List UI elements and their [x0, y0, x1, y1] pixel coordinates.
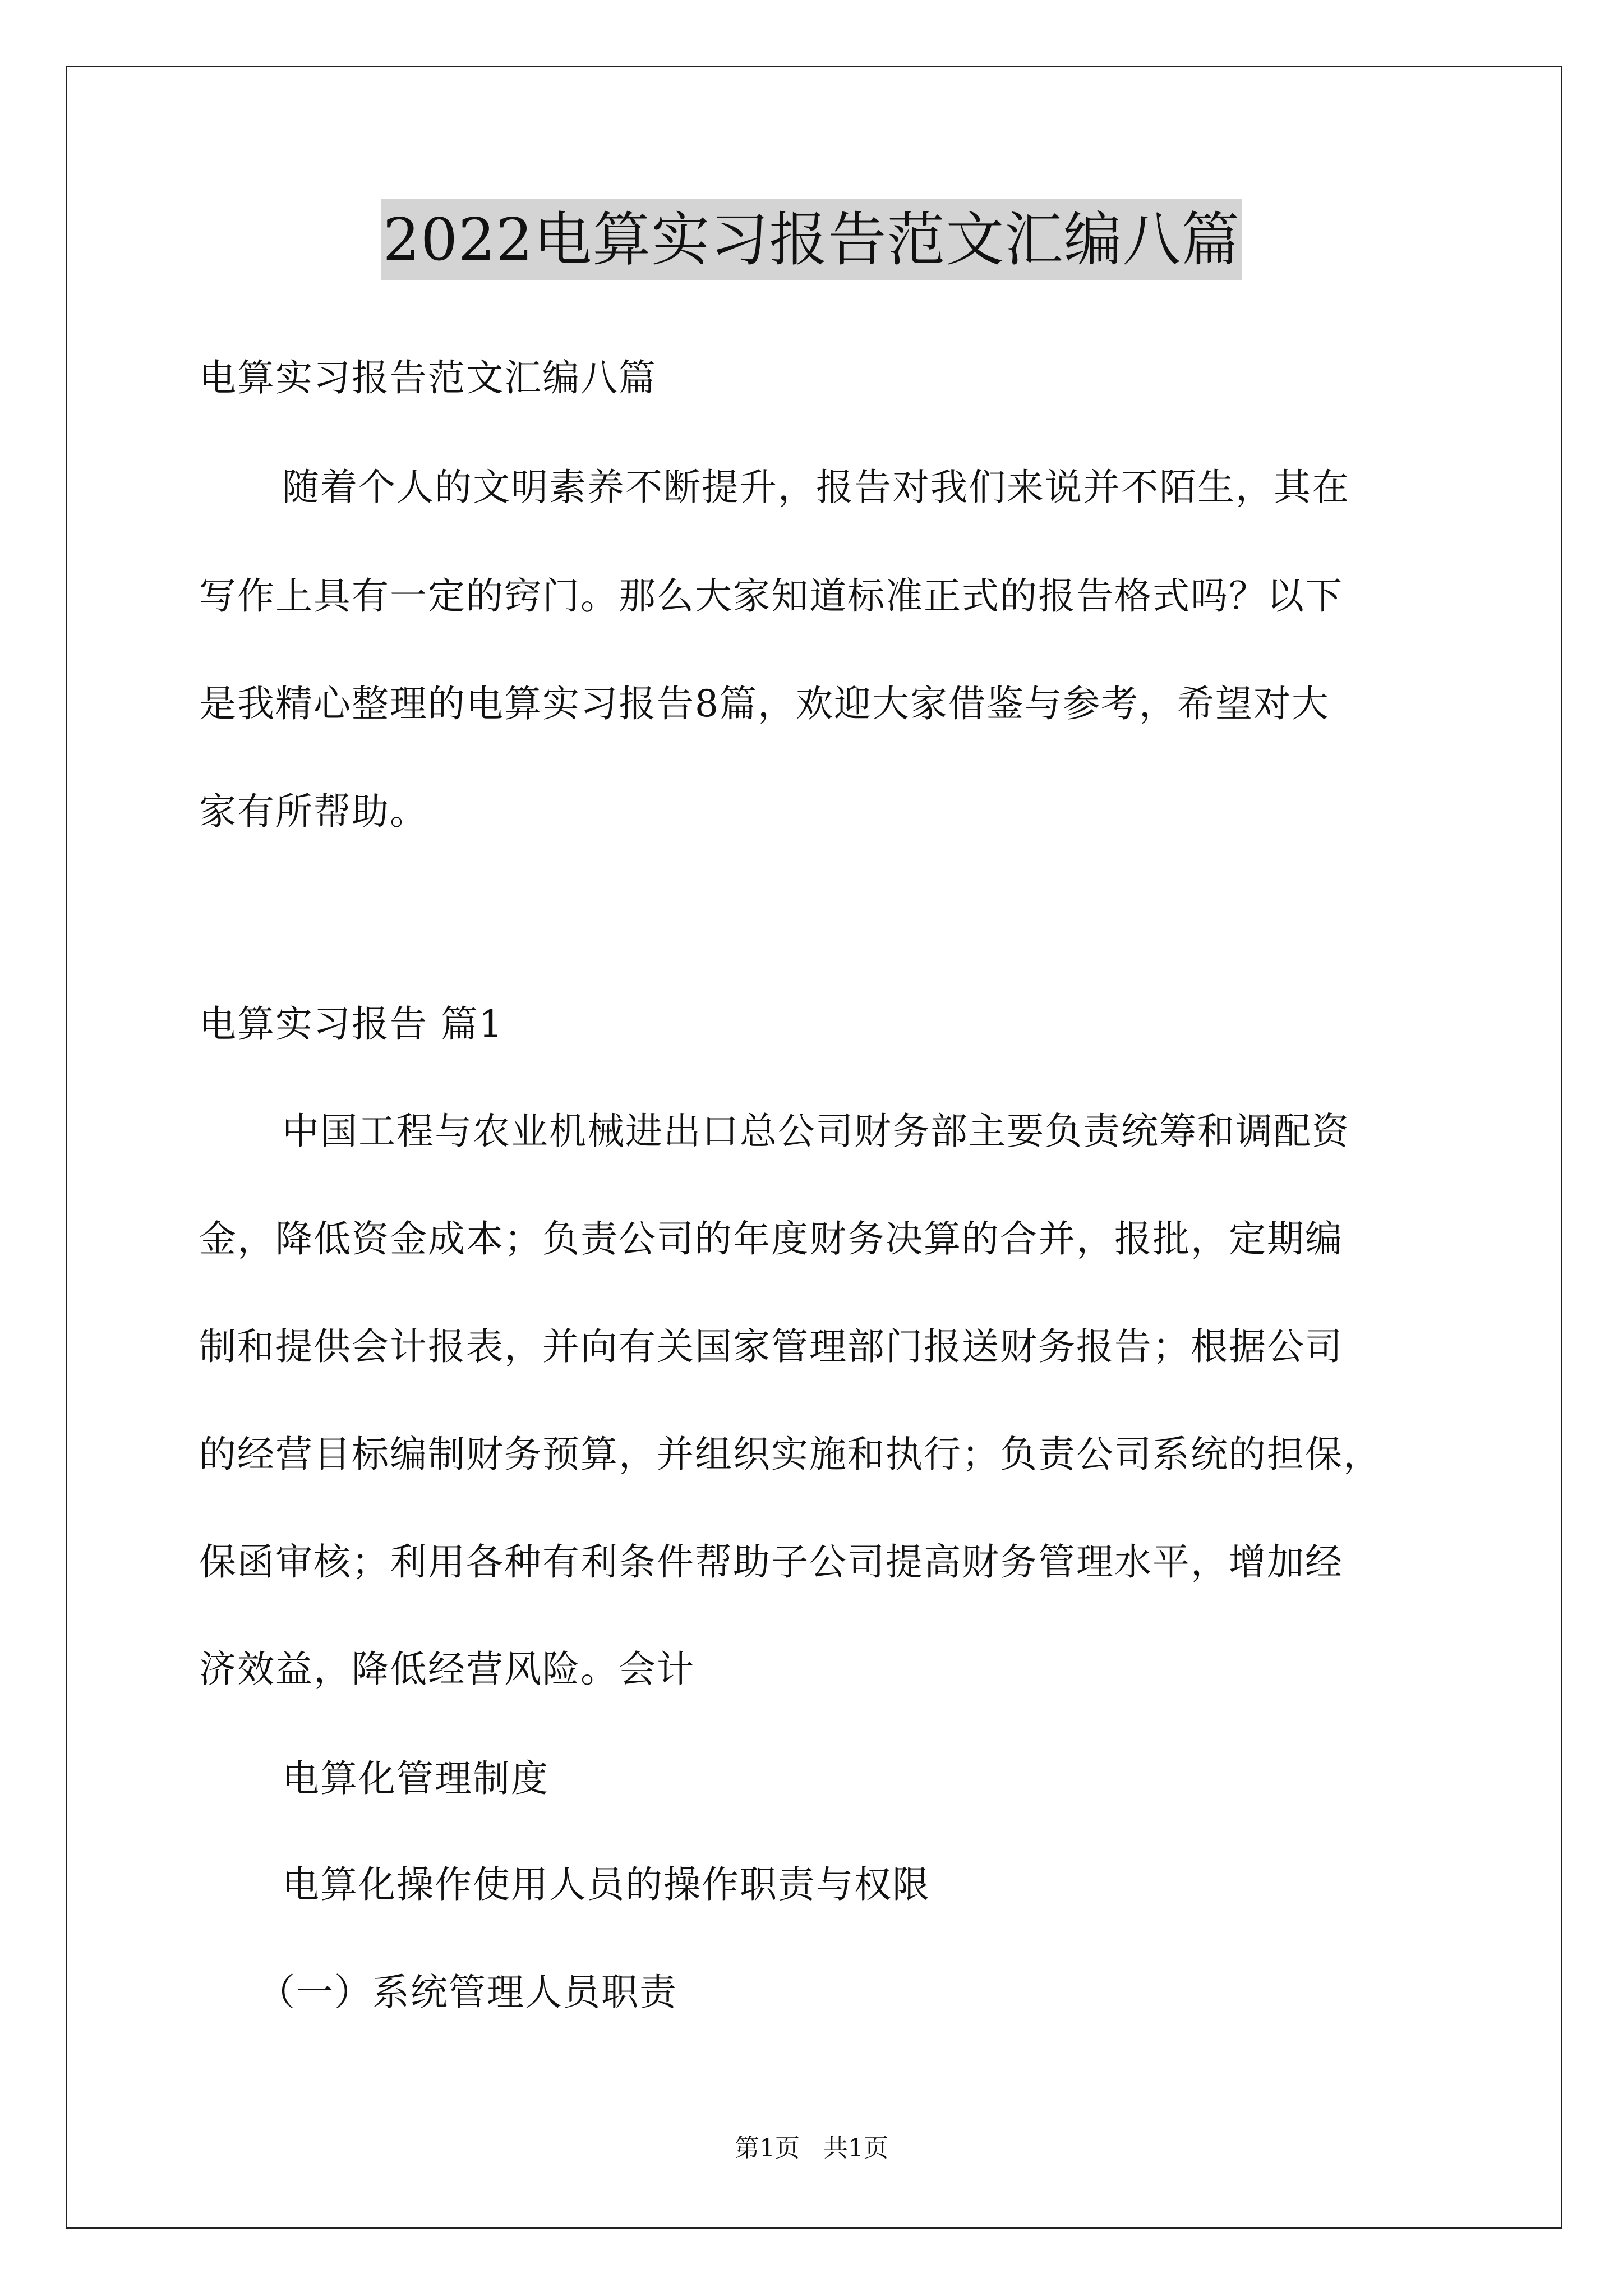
intro-line-1: 随着个人的文明素养不断提升，报告对我们来说并不陌生，其在 [282, 466, 1350, 509]
section-line-1: 中国工程与农业机械进出口总公司财务部主要负责统筹和调配资 [282, 1110, 1350, 1153]
intro-line-4: 家有所帮助。 [199, 790, 428, 833]
document-subtitle: 电算实习报告范文汇编八篇 [199, 356, 657, 399]
section-line-5: 保函审核；利用各种有利条件帮助子公司提高财务管理水平，增加经 [199, 1540, 1343, 1584]
title-container [0, 199, 1623, 280]
section-line-2: 金，降低资金成本；负责公司的年度财务决算的合并，报批，定期编 [199, 1217, 1343, 1260]
page-footer: 第1页 共1页 [735, 2134, 888, 2162]
subheading-operator-duties: 电算化操作使用人员的操作职责与权限 [282, 1863, 930, 1906]
section-heading: 电算实习报告 篇1 [199, 1002, 504, 1046]
document-title: 2022电算实习报告范文汇编八篇 [381, 199, 1243, 280]
intro-line-3: 是我精心整理的电算实习报告8篇，欢迎大家借鉴与参考，希望对大 [199, 682, 1330, 725]
section-line-3: 制和提供会计报表，并向有关国家管理部门报送财务报告；根据公司 [199, 1325, 1343, 1368]
section-line-4: 的经营目标编制财务预算，并组织实施和执行；负责公司系统的担保， [199, 1433, 1381, 1476]
subheading-system-admin-duties: （一）系统管理人员职责 [258, 1971, 677, 2014]
section-line-6: 济效益，降低经营风险。会计 [199, 1648, 695, 1691]
subheading-management-system: 电算化管理制度 [282, 1757, 549, 1800]
intro-line-2: 写作上具有一定的窍门。那么大家知道标准正式的报告格式吗？以下 [199, 574, 1343, 618]
